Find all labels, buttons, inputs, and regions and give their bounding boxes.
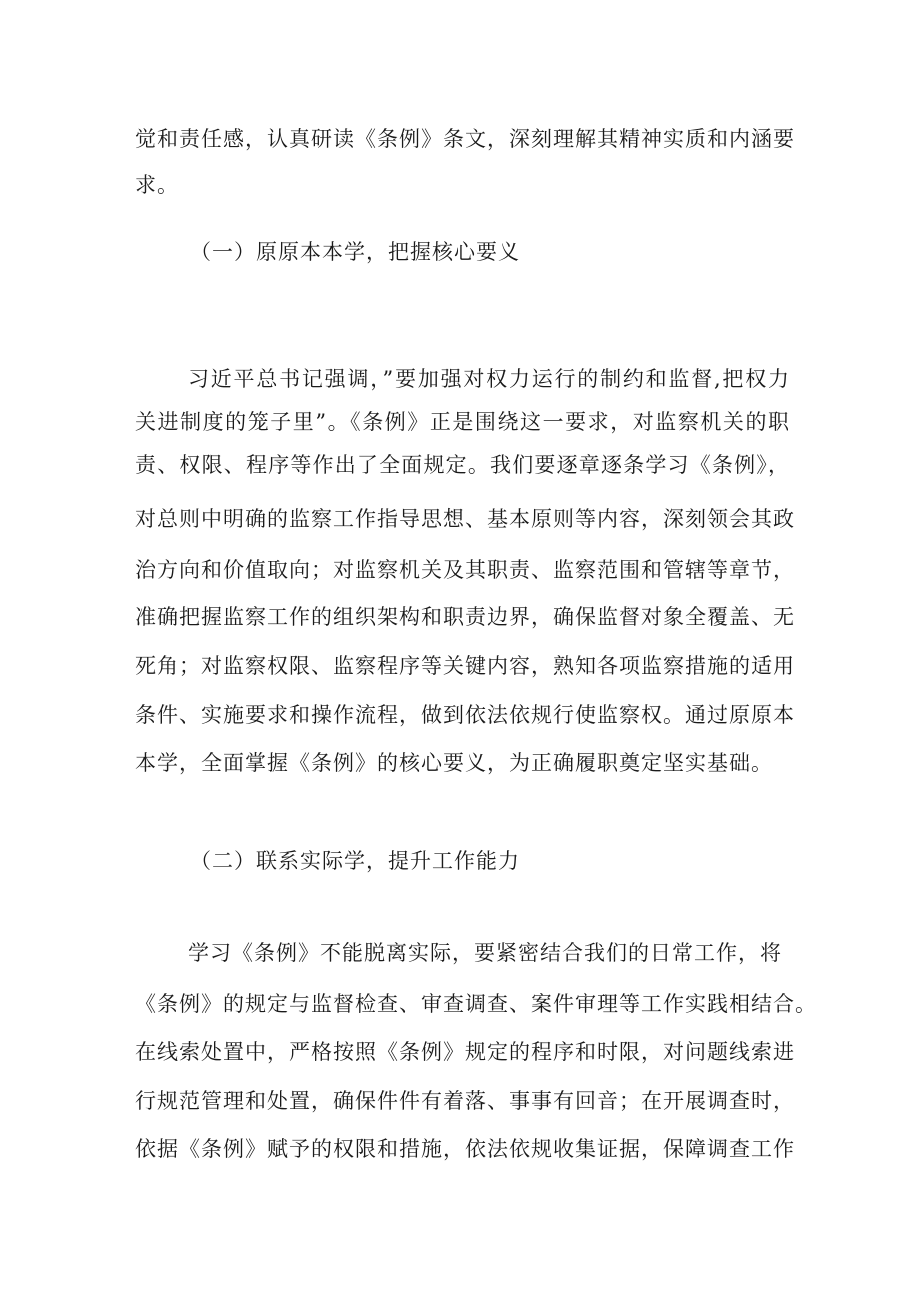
section-2-line-4: 行规范管理和处置，确保件件有着落、事事有回音；在开展调查时， [135,1089,795,1113]
section-2-line-1: 学习《条例》不能脱离实际，要紧密结合我们的日常工作，将 [188,941,782,965]
section-1-line-5: 治方向和价值取向；对监察机关及其职责、监察范围和管辖等章节， [135,558,795,582]
section-1-heading: （一）原原本本学，把握核心要义 [190,240,520,264]
section-1-line-7: 死角；对监察权限、监察程序等关键内容，熟知各项监察措施的适用 [135,654,795,678]
intro-line-2: 求。 [135,173,179,197]
section-1-line-4: 对总则中明确的监察工作指导思想、基本原则等内容，深刻领会其政 [135,507,795,531]
section-2-line-5: 依据《条例》赋予的权限和措施，依法依规收集证据，保障调查工作 [135,1137,795,1161]
section-1-line-3: 责、权限、程序等作出了全面规定。我们要逐章逐条学习《条例》， [135,453,790,477]
section-1-line-6: 准确把握监察工作的组织架构和职责边界，确保监督对象全覆盖、无 [135,605,795,629]
section-1-line-9: 本学，全面掌握《条例》的核心要义，为正确履职奠定坚实基础。 [135,751,773,775]
section-2-line-2: 《条例》的规定与监督检查、审查调查、案件审理等工作实践相结合。 [135,992,817,1016]
intro-line-1: 觉和责任感，认真研读《条例》条文，深刻理解其精神实质和内涵要 [135,127,795,151]
section-2-line-3: 在线索处置中，严格按照《条例》规定的程序和时限，对问题线索进 [135,1040,795,1064]
section-2-heading: （二）联系实际学，提升工作能力 [190,849,520,873]
section-1-line-2: 关进制度的笼子里”。《条例》正是围绕这一要求，对监察机关的职 [135,410,790,434]
section-1-line-1: 习近平总书记强调，”要加强对权力运行的制约和监督,把权力 [188,367,790,391]
section-1-line-8: 条件、实施要求和操作流程，做到依法依规行使监察权。通过原原本 [135,703,795,727]
